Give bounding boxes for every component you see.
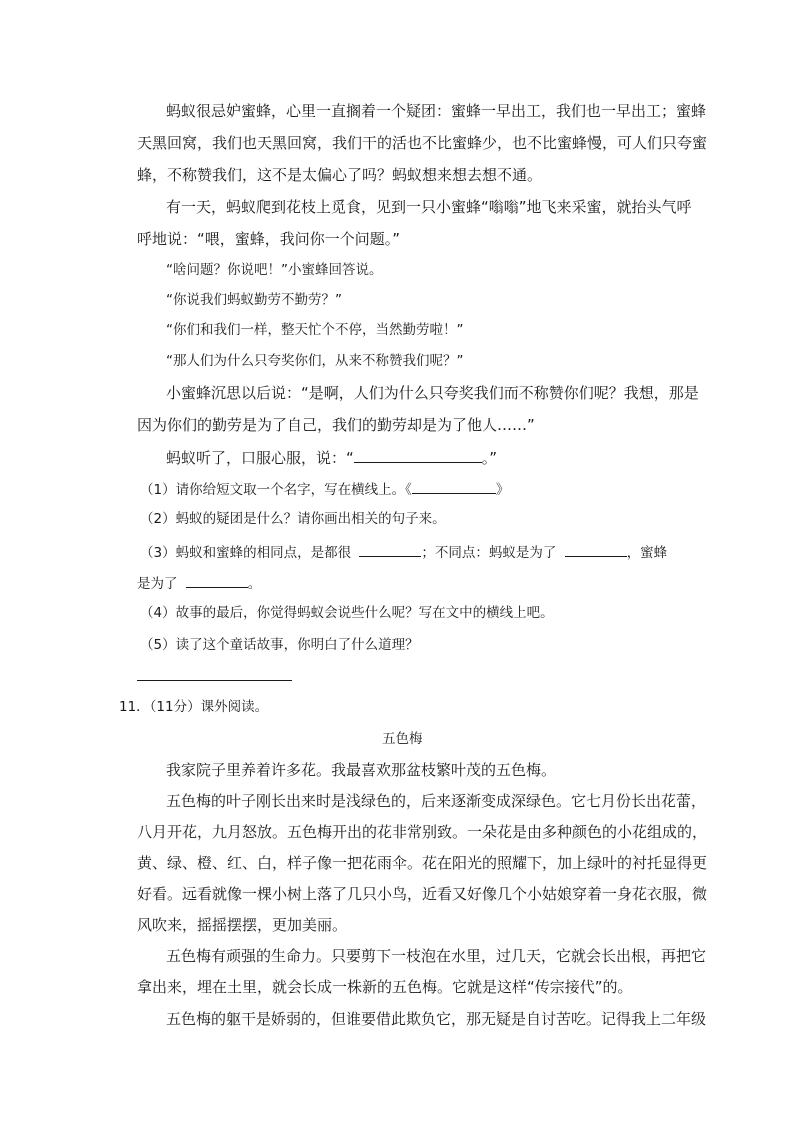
passage1-dialogue-3: “你们和我们一样，整天忙个不停，当然勤劳啦！” <box>166 322 464 338</box>
question-1-text: （1）请你给短文取一个名字，写在横线上。《 <box>140 482 412 498</box>
q11-header: 11．（11分）课外阅读。 <box>119 699 269 715</box>
q11-p4-line1: 五色梅的躯干是娇弱的，但谁要借此欺负它，那无疑是自讨苦吃。记得我上二年级 <box>166 1010 707 1028</box>
passage1-p4-start: 蚂蚁听了，口服心服，说：“ <box>166 449 354 467</box>
passage1-p1-line3: 蜂，不称赞我们，这不是太偏心了吗？蚂蚁想来想去想不通。 <box>137 166 543 184</box>
q11-p1: 我家院子里养着许多花。我最喜欢那盆枝繁叶茂的五色梅。 <box>166 761 557 779</box>
question-3-text-e: 。 <box>247 576 262 592</box>
answer-blank-ant-words[interactable] <box>354 447 482 463</box>
passage1-dialogue-2: “你说我们蚂蚁勤劳不勤劳？” <box>166 292 342 308</box>
answer-line-q5[interactable] <box>137 680 292 681</box>
question-3-text-c: ，蜜蜂 <box>626 545 668 561</box>
answer-blank-ant-purpose[interactable] <box>565 541 627 557</box>
q11-p2-line5: 风吹来，摇摇摆摆，更加美丽。 <box>137 916 348 934</box>
question-1 <box>140 478 509 500</box>
q11-p2-line2: 八月开花，九月怒放。五色梅开出的花非常别致。一朵花是由多种颜色的小花组成的， <box>137 823 708 841</box>
question-3-line2 <box>137 572 261 594</box>
q11-title: 五色梅 <box>382 731 423 747</box>
question-3-text-a: （3）蚂蚁和蜜蜂的相同点，是都很 <box>140 545 352 561</box>
q11-p3-line2: 拿出来，埋在土里，就会长成一株新的五色梅。它就是这样“传宗接代”的。 <box>137 978 633 996</box>
q11-p3-line1: 五色梅有顽强的生命力。只要剪下一枝泡在水里，过几天，它就会长出根，再把它 <box>166 947 707 965</box>
passage1-p2-line2: 呼地说：“喂，蜜蜂，我问你一个问题。” <box>137 230 401 248</box>
passage1-p4 <box>166 447 497 468</box>
passage1-dialogue-4: “那人们为什么只夸奖你们，从来不称赞我们呢？” <box>166 353 464 369</box>
question-5: （5）读了这个童话故事，你明白了什么道理？ <box>140 637 419 653</box>
passage1-p1-line1: 蚂蚁很忌妒蜜蜂，心里一直搁着一个疑团：蜜蜂一早出工，我们也一早出工；蜜蜂 <box>166 102 707 120</box>
passage1-p3-line2: 因为你们的勤劳是为了自己，我们的勤劳却是为了他人……” <box>137 416 535 434</box>
passage1-dialogue-1: “啥问题？你说吧！”小蜜蜂回答说。 <box>166 262 383 278</box>
passage1-p3-line1: 小蜜蜂沉思以后说：“是啊，人们为什么只夸奖我们而不称赞你们呢？我想，那是 <box>166 384 699 402</box>
q11-p2-line1: 五色梅的叶子刚长出来时是浅绿色的，后来逐渐变成深绿色。它七月份长出花蕾， <box>166 792 707 810</box>
question-4: （4）故事的最后，你觉得蚂蚁会说些什么呢？写在文中的横线上吧。 <box>140 605 554 621</box>
passage1-p1-line2: 天黑回窝，我们也天黑回窝，我们干的活也不比蜜蜂少，也不比蜜蜂慢，可人们只夸蜜 <box>137 134 708 152</box>
question-1-end: 》 <box>495 482 510 498</box>
q11-p2-line4: 好看。远看就像一棵小树上落了几只小鸟，近看又好像几个小姑娘穿着一身花衣服，微 <box>137 885 708 903</box>
answer-blank-title[interactable] <box>412 478 496 494</box>
passage1-p2-line1: 有一天，蚂蚁爬到花枝上觅食，见到一只小蜜蜂“嗡嗡”地飞来采蜜，就抬头气呼 <box>166 198 692 216</box>
question-2: （2）蚂蚁的疑团是什么？请你画出相关的句子来。 <box>140 511 446 527</box>
answer-blank-bee-purpose[interactable] <box>186 572 248 588</box>
question-3-text-b: ；不同点：蚂蚁是为了 <box>421 545 557 561</box>
answer-blank-common[interactable] <box>359 541 421 557</box>
q11-p2-line3: 黄、绿、橙、红、白，样子像一把花雨伞。花在阳光的照耀下，加上绿叶的衬托显得更 <box>137 854 708 872</box>
question-3-text-d: 是为了 <box>137 576 178 592</box>
question-3-line1 <box>140 541 667 563</box>
passage1-p4-end: 。” <box>481 449 498 467</box>
